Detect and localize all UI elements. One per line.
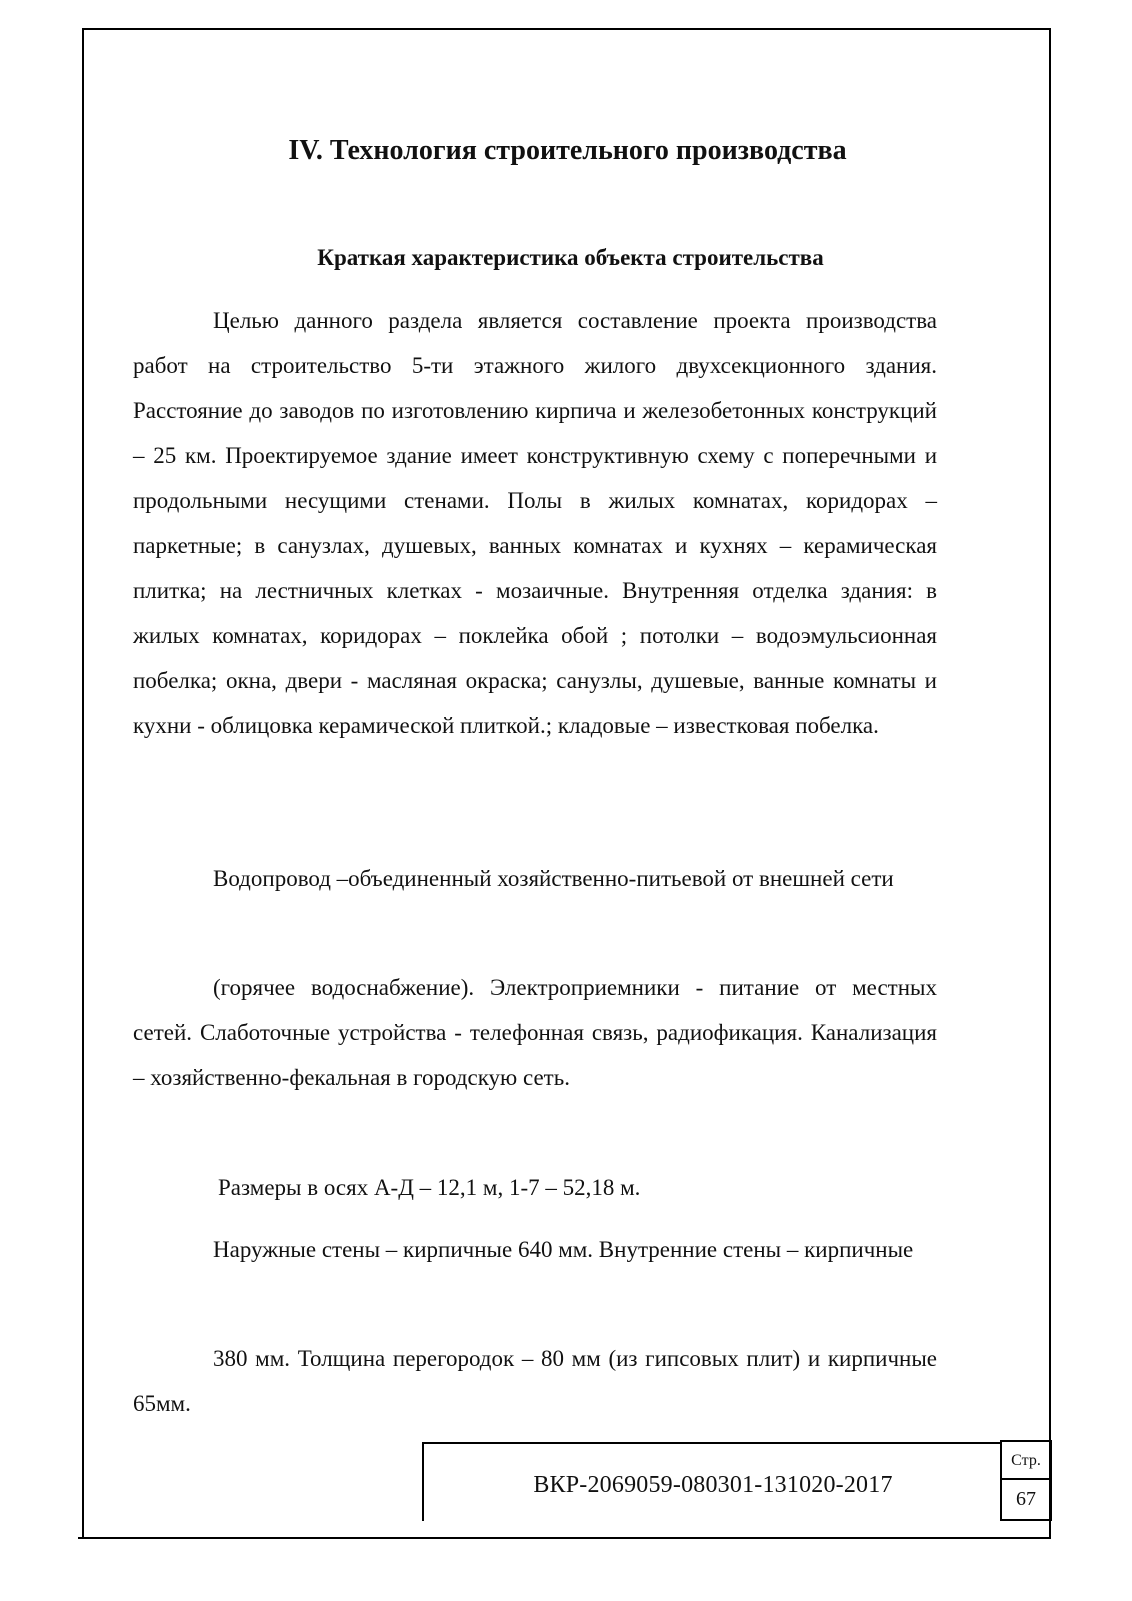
section-subheading: Краткая характеристика объекта строительства: [317, 245, 824, 270]
section-heading: IV. Технология строительного производства: [288, 135, 847, 166]
page-label: Стр.: [1002, 1442, 1050, 1480]
page-number-box: [1000, 1440, 1052, 1521]
document-code: ВКР-2069059-080301-131020-2017: [533, 1472, 893, 1498]
paragraph-water-supply: Водопровод –объединенный хозяйственно-питьевой от внешней сети: [213, 866, 894, 891]
title-block: [422, 1442, 1002, 1521]
paragraph-partitions: 380 мм. Толщина перегородок – 80 мм (из гипсовых плит) и кирпичные 65мм.: [133, 1346, 937, 1416]
page-number: 67: [1016, 1488, 1036, 1510]
frame-corner-mark: [78, 1537, 86, 1539]
paragraph-utilities: (горячее водоснабжение). Электроприемники - питание от местных сетей. Слаботочные устройства - телефонная связь, радиофикация. Канализация – хозяйственно-фекальная в городскую сеть.: [133, 975, 937, 1090]
paragraph-object-description: Целью данного раздела является составление проекта производства работ на строительство 5-ти этажного жилого двухсекционного здания. Расстояние до заводов по изготовлению кирпича и железобетонных конструкций – 25 км. Проектируемое здание имеет конструктивную схему с поперечными и продольными несущими стенами. Полы в жилых комнатах, коридорах – паркетные; в санузлах, душевых, ванных комнатах и кухнях – керамическая плитка; на лестничных клетках - мозаичные. Внутренняя отделка здания: в жилых комнатах, коридорах – поклейка обой ; потолки – водоэмульсионная побелка; окна, двери - масляная окраска; санузлы, душевые, ванные комнаты и кухни - облицовка керамической плиткой.; кладовые – известковая побелка.: [133, 308, 937, 738]
paragraph-external-walls: Наружные стены – кирпичные 640 мм. Внутренние стены – кирпичные: [213, 1237, 914, 1262]
paragraph-dimensions: Размеры в осях А-Д – 12,1 м, 1-7 – 52,18 м.: [218, 1175, 641, 1200]
